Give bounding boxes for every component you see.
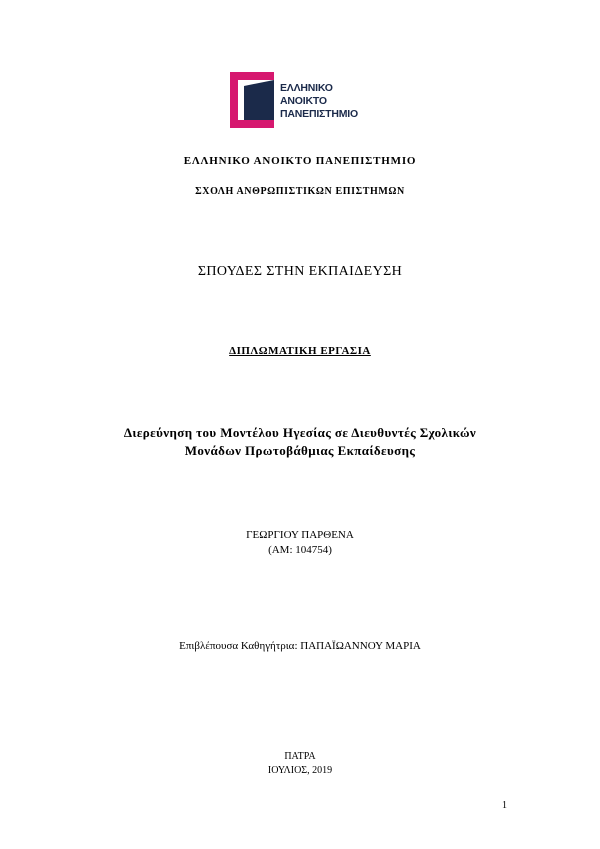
supervisor-line: Επιβλέπουσα Καθηγήτρια: ΠΑΠΑΪΩΑΝΝΟΥ ΜΑΡΙΑ bbox=[179, 640, 421, 652]
logo-line-2: ΑΝΟΙΚΤΟ bbox=[280, 95, 327, 107]
date: ΙΟΥΛΙΟΣ, 2019 bbox=[267, 765, 333, 776]
logo-line-3: ΠΑΝΕΠΙΣΤΗΜΙΟ bbox=[280, 108, 358, 120]
thesis-title-line-2: Μονάδων Πρωτοβάθμιας Εκπαίδευσης bbox=[184, 443, 416, 458]
logo-wordmark bbox=[280, 82, 358, 121]
document-type: ΔΙΠΛΩΜΑΤΙΚΗ ΕΡΓΑΣΙΑ bbox=[229, 345, 371, 357]
city: ΠΑΤΡΑ bbox=[284, 751, 316, 762]
author-name: ΓΕΩΡΓΙΟΥ ΠΑΡΘΕΝΑ bbox=[246, 529, 354, 541]
university-logo bbox=[230, 72, 375, 130]
author-block bbox=[0, 528, 600, 558]
page-number: 1 bbox=[502, 800, 507, 811]
thesis-title-line-1: Διερεύνηση του Μοντέλου Ηγεσίας σε Διευθυντές Σχολικών bbox=[123, 425, 477, 440]
author-id: (ΑΜ: 104754) bbox=[268, 544, 332, 556]
school-name: ΣΧΟΛΗ ΑΝΘΡΩΠΙΣΤΙΚΩΝ ΕΠΙΣΤΗΜΩΝ bbox=[195, 186, 405, 197]
university-name: ΕΛΛΗΝΙΚΟ ΑΝΟΙΚΤΟ ΠΑΝΕΠΙΣΤΗΜΙΟ bbox=[183, 155, 417, 167]
thesis-title bbox=[0, 424, 600, 460]
place-date-block bbox=[0, 750, 600, 778]
program-name: ΣΠΟΥΔΕΣ ΣΤΗΝ ΕΚΠΑΙΔΕΥΣΗ bbox=[197, 264, 403, 279]
logo-line-1: ΕΛΛΗΝΙΚΟ bbox=[280, 82, 333, 94]
logo-emblem-icon bbox=[230, 72, 274, 128]
